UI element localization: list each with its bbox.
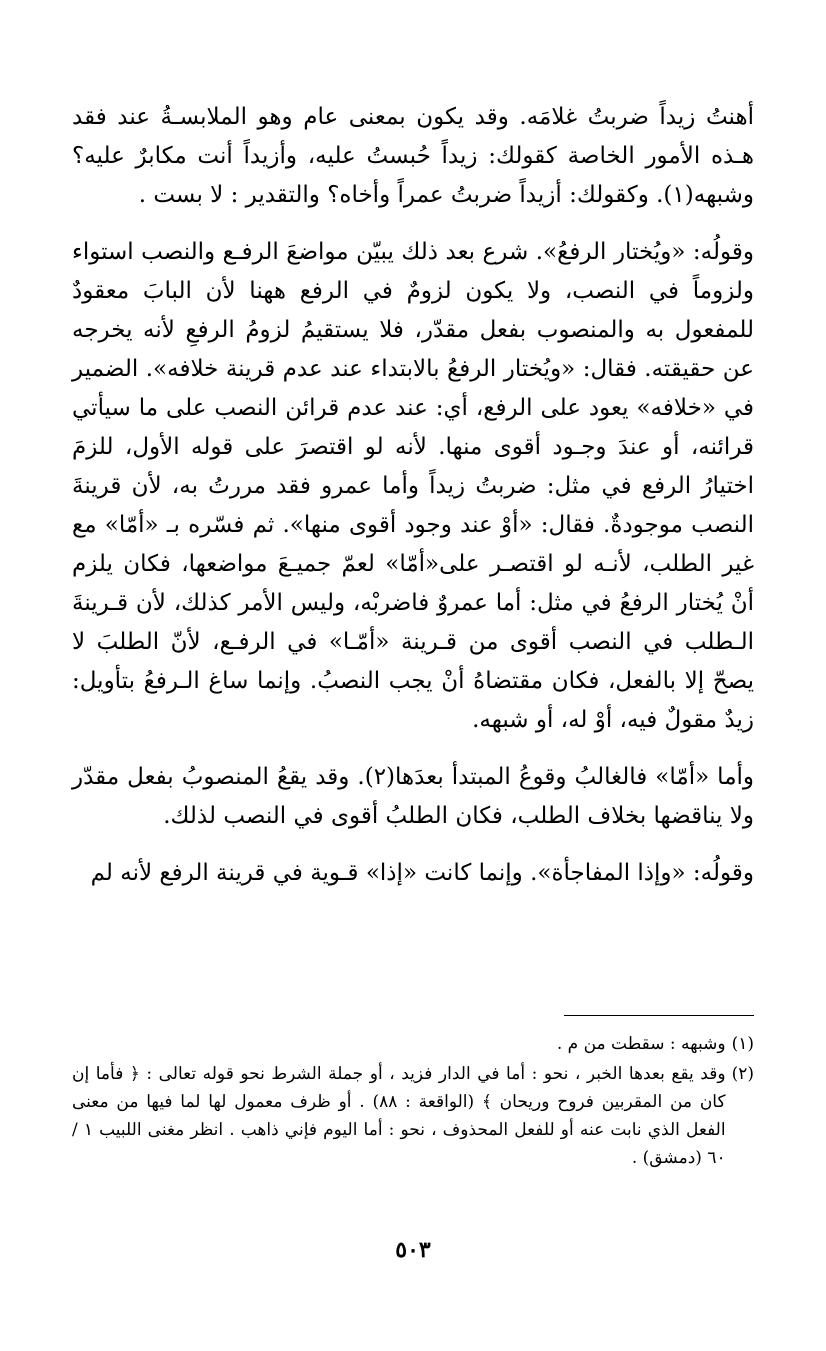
- paragraph-4: وقولُه: «وإذا المفاجأة». وإنما كانت «إذا» قـوية في قرينة الرفع لأنه لم: [90, 860, 754, 886]
- footnotes: [72, 1030, 754, 1174]
- paragraph-3: وأما «أمّا» فالغالبُ وقوعُ المبتدأ بعدَها(٢). وقد يقعُ المنصوبُ بفعل مقدّر ولا يناقضها بخلاف الطلب، فكان الطلبُ أقوى في النصب لذلك.: [72, 764, 755, 829]
- footnote-divider: [564, 1015, 754, 1016]
- footnote-number: (٢): [731, 1064, 754, 1084]
- footnote-1: [72, 1030, 754, 1058]
- footnote-text: وشبهه : سقطت من م .: [556, 1034, 726, 1054]
- paragraph-1: أهنتُ زيداً ضربتُ غلامَه. وقد يكون بمعنى عام وهو الملابسـةُ عند فقد هـذه الأمور الخاصة كقولك: زيداً حُبستُ عليه، وأزيداً أنت مكابرٌ عليه؟ وشبهه(١). وكقولك: أزيداً ضربتُ عمراً وأخاه؟ والتقدير : لا بست .: [72, 104, 754, 208]
- footnote-2: [72, 1060, 754, 1172]
- footnote-text: وقد يقع بعدها الخبر ، نحو : أما في الدار فزيد ، أو جملة الشرط نحو قوله تعالى : ﴿ فأما إن كان من المقربين فروح وريحان ﴾ (الواقعة : ٨٨) . أو ظرف معمول لها لما فيها من معنى الفعل الذي نابت عنه أو للفعل المحذوف ، نحو : أما اليوم فإني ذاهب . انظر مغنى اللبيب ١ / ٦٠ (دمشق) .: [72, 1064, 726, 1168]
- paragraph-2: وقولُه: «ويُختار الرفعُ». شرع بعد ذلك يبيّن مواضعَ الرفـع والنصب استواء ولزوماً في النصب، ولا يكون لزومٌ في الرفع ههنا لأن البابَ معقودٌ للمفعول به والمنصوب بفعل مقدّر، فلا يستقيمُ لزومُ الرفعِ لأنه يخرجه عن حقيقته. فقال: «ويُختار الرفعُ بالابتداء عند عدم قرينة خلافه». الضمير في «خلافه» يعود على الرفع، أي: عند عدم قرائن النصب على ما سيأتي قرائنه، أو عندَ وجـود أقوى منها. لأنه لو اقتصرَ على قوله الأول، للزمَ اختيارُ الرفع في مثل: ضربتُ زيداً وأما عمرو فقد مررتُ به، لأن قرينةَ النصب موجودةٌ. فقال: «أوْ عند وجود أقوى منها». ثم فسّره بـ «أمّا» مع غير الطلب، لأنـه لو اقتصـر على«أمّا» لعمّ جميـعَ مواضعها، فكان يلزم أنْ يُختار الرفعُ في مثل: أما عمروٌ فاضربْه، وليس الأمر كذلك، لأن قـرينةَ الـطلب في النصب أقوى من قـرينة «أمّـا» في الرفـع، لأنّ الطلبَ لا يصحّ إلا بالفعل، فكان مقتضاهُ أنْ يجب النصبُ. وإنما ساغ الـرفعُ بتأويل: زيدٌ مقولٌ فيه، أوْ له، أو شبهه.: [72, 239, 754, 733]
- main-text: [72, 98, 754, 911]
- footnote-number: (١): [731, 1034, 754, 1054]
- page-number: ٥٠٣: [395, 1237, 431, 1263]
